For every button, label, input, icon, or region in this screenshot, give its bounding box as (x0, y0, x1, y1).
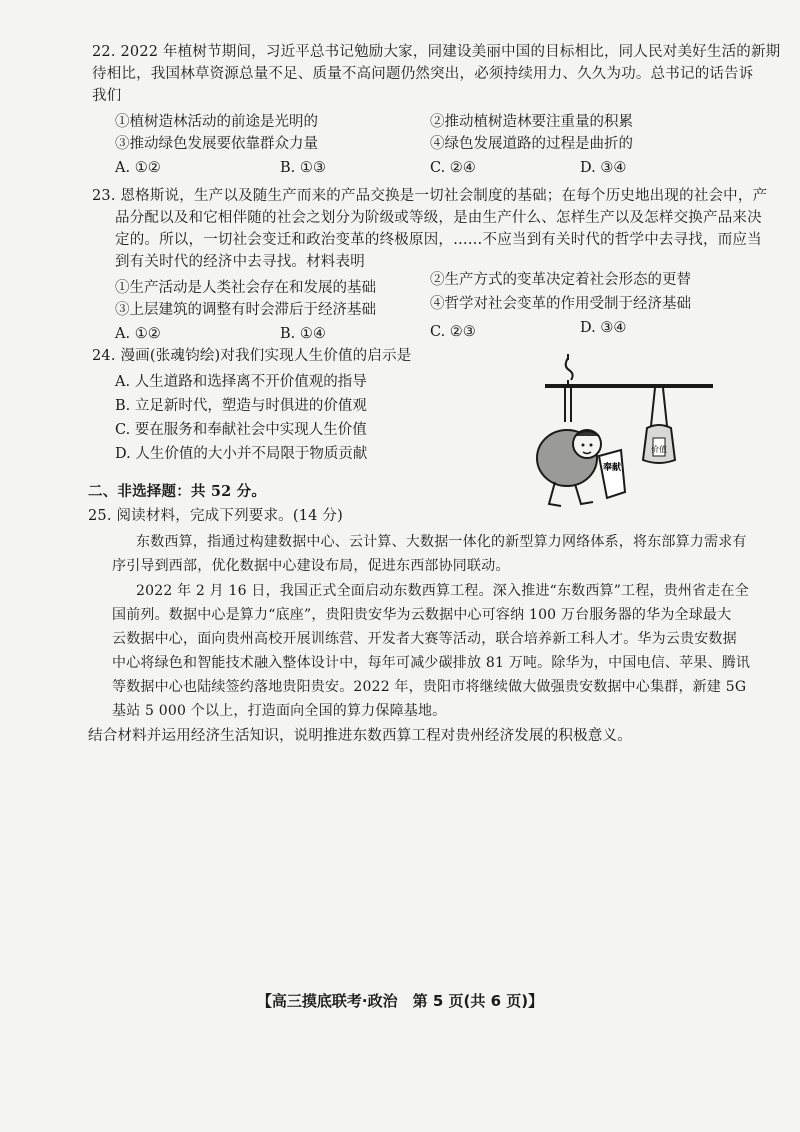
q25-material-p1-line2: 序引导到西部，优化数据中心建设布局，促进东西部协同联动。 (112, 558, 510, 574)
q23-stem-line1: 23. 恩格斯说，生产以及随生产而来的产品交换是一切社会制度的基础；在每个历史地出现的社会中，产 (92, 188, 768, 204)
q24-choice-c: C. 要在服务和奉献社会中实现人生价值 (115, 422, 367, 438)
q22-statement-3: ③推动绿色发展要依靠群众力量 (115, 136, 318, 152)
q25-material-p1-line1: 东数西算，指通过构建数据中心、云计算、大数据一体化的新型算力网络体系，将东部算力需求有 (136, 534, 747, 550)
q24-stem: 24. 漫画(张魂钧绘)对我们实现人生价值的启示是 (92, 348, 412, 364)
q22-choice-b: B. ①③ (280, 160, 326, 176)
q22-choice-c: C. ②④ (430, 160, 476, 176)
q23-stem-line2: 品分配以及和它相伴随的社会之划分为阶级或等级，是由生产什么、怎样生产以及怎样交换产品来决 (115, 210, 762, 226)
q24-choice-b: B. 立足新时代，塑造与时俱进的价值观 (115, 398, 367, 414)
page-footer: 【高三摸底联考·政治 第 5 页(共 6 页)】 (256, 992, 544, 1010)
q25-material-p2-line1: 2022 年 2 月 16 日，我国正式全面启动东数西算工程。深入推进“东数西算”工程，贵州省走在全 (136, 583, 749, 599)
q25-material-p2-line6: 基站 5 000 个以上，打造面向全国的算力保障基地。 (112, 703, 447, 719)
q22-stem-line1: 22. 2022 年植树节期间，习近平总书记勉励大家，同建设美丽中国的目标相比，同人民对美好生活的新期 (92, 44, 781, 60)
q25-task: 结合材料并运用经济生活知识，说明推进东数西算工程对贵州经济发展的积极意义。 (88, 728, 632, 744)
q25-material-p2-line4: 中心将绿色和智能技术融入整体设计中，每年可减少碳排放 81 万吨。除华为，中国电信、苹果、腾讯 (112, 655, 751, 671)
q23-statement-3: ③上层建筑的调整有时会滞后于经济基础 (115, 302, 376, 318)
q22-statement-4: ④绿色发展道路的过程是曲折的 (430, 136, 633, 152)
q23-statement-1: ①生产活动是人类社会存在和发展的基础 (115, 280, 376, 296)
q23-stem-line3: 定的。所以，一切社会变迁和政治变革的终极原因，……不应当到有关时代的哲学中去寻找，而应当 (115, 232, 762, 248)
q23-statement-4: ④哲学对社会变革的作用受制于经济基础 (430, 296, 691, 312)
q23-choice-b: B. ①④ (280, 326, 326, 342)
q23-choice-c: C. ②③ (430, 324, 476, 340)
q23-stem-line4: 到有关时代的经济中去寻找。材料表明 (115, 254, 365, 270)
q23-choice-a: A. ①② (115, 326, 161, 342)
q22-choice-d: D. ③④ (580, 160, 627, 176)
q25-stem: 25. 阅读材料，完成下列要求。(14 分) (88, 508, 343, 524)
q25-material-p2-line2: 国前列。数据中心是算力“底座”，贵阳贵安华为云数据中心可容纳 100 万台服务器的华为全球最大 (112, 607, 732, 623)
section-heading-nonchoice: 二、非选择题：共 52 分。 (88, 483, 267, 500)
q22-stem-line3: 我们 (92, 88, 122, 104)
q25-material-p2-line3: 云数据中心，面向贵州高校开展训练营、开发者大赛等活动，联合培养新工科人才。华为云贵安数据 (112, 631, 737, 647)
q22-choice-a: A. ①② (115, 160, 161, 176)
bell-label: 价值 (651, 445, 667, 454)
q23-statement-2: ②生产方式的变革决定着社会形态的更替 (430, 272, 691, 288)
q24-choice-d: D. 人生价值的大小并不局限于物质贡献 (115, 446, 368, 462)
q25-material-p2-line5: 等数据中心也陆续签约落地贵阳贵安。2022 年，贵阳市将继续做大做强贵安数据中心集群，新建 5G (112, 679, 747, 695)
q22-stem-line2: 待相比，我国林草资源总量不足、质量不高问题仍然突出，必须持续用力、久久为功。总书记的话告诉 (92, 66, 754, 82)
cartoon-balance-illustration (535, 352, 715, 512)
q22-statement-1: ①植树造林活动的前途是光明的 (115, 114, 318, 130)
paper-label: 奉献 (602, 463, 622, 473)
q24-choice-a: A. 人生道路和选择离不开价值观的指导 (115, 374, 367, 390)
q22-statement-2: ②推动植树造林要注重量的积累 (430, 114, 633, 130)
q23-choice-d: D. ③④ (580, 320, 627, 336)
